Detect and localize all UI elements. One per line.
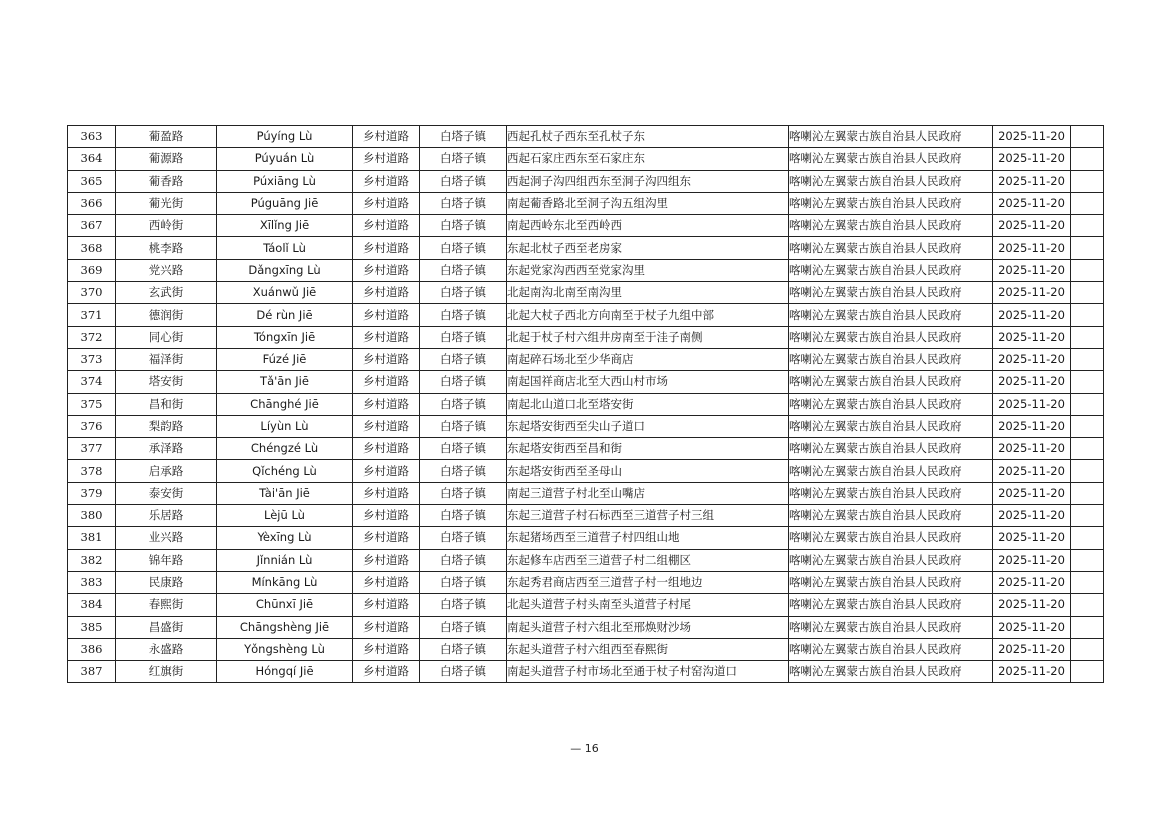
cell-approval-date: 2025-11-20 [993,282,1071,304]
cell-approving-authority: 喀喇沁左翼蒙古族自治县人民政府 [789,326,993,348]
cell-road-name: 塔安街 [116,371,217,393]
cell-note [1071,326,1104,348]
cell-road-type: 乡村道路 [353,438,420,460]
cell-road-type: 乡村道路 [353,282,420,304]
cell-road-name: 春熙街 [116,594,217,616]
table-row [68,505,1104,527]
cell-note [1071,371,1104,393]
cell-approving-authority: 喀喇沁左翼蒙古族自治县人民政府 [789,259,993,281]
cell-road-type: 乡村道路 [353,326,420,348]
cell-road-name: 同心街 [116,326,217,348]
cell-number: 375 [68,393,116,415]
cell-number: 381 [68,527,116,549]
table-row [68,126,1104,148]
table-row [68,393,1104,415]
cell-approving-authority: 喀喇沁左翼蒙古族自治县人民政府 [789,438,993,460]
cell-number: 385 [68,616,116,638]
cell-road-name: 德润街 [116,304,217,326]
cell-number: 368 [68,237,116,259]
cell-number: 373 [68,348,116,370]
cell-road-type: 乡村道路 [353,259,420,281]
table-row [68,282,1104,304]
cell-approving-authority: 喀喇沁左翼蒙古族自治县人民政府 [789,594,993,616]
cell-route-description: 东起塔安街西至圣母山 [507,460,789,482]
cell-note [1071,192,1104,214]
cell-number: 376 [68,415,116,437]
cell-approving-authority: 喀喇沁左翼蒙古族自治县人民政府 [789,126,993,148]
cell-town: 白塔子镇 [420,192,507,214]
cell-road-type: 乡村道路 [353,460,420,482]
cell-note [1071,638,1104,660]
cell-note [1071,393,1104,415]
cell-approving-authority: 喀喇沁左翼蒙古族自治县人民政府 [789,505,993,527]
cell-approving-authority: 喀喇沁左翼蒙古族自治县人民政府 [789,415,993,437]
cell-note [1071,661,1104,683]
cell-pinyin: Fúzé Jiē [217,348,353,370]
cell-note [1071,304,1104,326]
cell-road-name: 福泽街 [116,348,217,370]
cell-number: 379 [68,482,116,504]
cell-approval-date: 2025-11-20 [993,371,1071,393]
cell-road-type: 乡村道路 [353,304,420,326]
cell-pinyin: Dǎngxīng Lù [217,259,353,281]
cell-approval-date: 2025-11-20 [993,571,1071,593]
cell-road-name: 锦年路 [116,549,217,571]
cell-approving-authority: 喀喇沁左翼蒙古族自治县人民政府 [789,482,993,504]
cell-road-type: 乡村道路 [353,638,420,660]
cell-pinyin: Líyùn Lù [217,415,353,437]
cell-road-name: 葡香路 [116,170,217,192]
cell-town: 白塔子镇 [420,393,507,415]
cell-town: 白塔子镇 [420,638,507,660]
cell-town: 白塔子镇 [420,616,507,638]
cell-town: 白塔子镇 [420,549,507,571]
cell-approving-authority: 喀喇沁左翼蒙古族自治县人民政府 [789,170,993,192]
cell-note [1071,170,1104,192]
cell-approving-authority: 喀喇沁左翼蒙古族自治县人民政府 [789,527,993,549]
cell-route-description: 北起南沟北南至南沟里 [507,282,789,304]
cell-road-type: 乡村道路 [353,616,420,638]
cell-approval-date: 2025-11-20 [993,126,1071,148]
cell-note [1071,616,1104,638]
cell-approval-date: 2025-11-20 [993,438,1071,460]
cell-town: 白塔子镇 [420,126,507,148]
cell-pinyin: Chūnxī Jiē [217,594,353,616]
cell-town: 白塔子镇 [420,505,507,527]
cell-number: 365 [68,170,116,192]
cell-road-type: 乡村道路 [353,170,420,192]
table-row [68,170,1104,192]
cell-approving-authority: 喀喇沁左翼蒙古族自治县人民政府 [789,661,993,683]
cell-number: 367 [68,215,116,237]
cell-number: 382 [68,549,116,571]
cell-road-name: 承泽路 [116,438,217,460]
cell-pinyin: Chānghé Jiē [217,393,353,415]
cell-approval-date: 2025-11-20 [993,170,1071,192]
cell-approval-date: 2025-11-20 [993,616,1071,638]
cell-town: 白塔子镇 [420,304,507,326]
cell-number: 364 [68,148,116,170]
cell-number: 386 [68,638,116,660]
cell-approval-date: 2025-11-20 [993,393,1071,415]
cell-pinyin: Qǐchéng Lù [217,460,353,482]
cell-road-type: 乡村道路 [353,126,420,148]
cell-road-name: 启承路 [116,460,217,482]
cell-number: 377 [68,438,116,460]
cell-approval-date: 2025-11-20 [993,215,1071,237]
cell-pinyin: Jǐnnián Lù [217,549,353,571]
cell-road-type: 乡村道路 [353,505,420,527]
cell-road-name: 葡源路 [116,148,217,170]
table-row [68,527,1104,549]
cell-pinyin: Púyuán Lù [217,148,353,170]
cell-route-description: 东起北杖子西至老房家 [507,237,789,259]
cell-town: 白塔子镇 [420,348,507,370]
cell-road-type: 乡村道路 [353,549,420,571]
table-row [68,482,1104,504]
cell-town: 白塔子镇 [420,594,507,616]
cell-note [1071,415,1104,437]
cell-number: 383 [68,571,116,593]
cell-approval-date: 2025-11-20 [993,527,1071,549]
cell-road-type: 乡村道路 [353,371,420,393]
cell-note [1071,215,1104,237]
cell-route-description: 东起头道营子村六组西至春熙街 [507,638,789,660]
cell-route-description: 东起党家沟西西至党家沟里 [507,259,789,281]
cell-note [1071,148,1104,170]
cell-town: 白塔子镇 [420,326,507,348]
cell-pinyin: Yǒngshèng Lù [217,638,353,660]
cell-approving-authority: 喀喇沁左翼蒙古族自治县人民政府 [789,549,993,571]
table-row [68,571,1104,593]
cell-approval-date: 2025-11-20 [993,348,1071,370]
table-row [68,215,1104,237]
cell-road-name: 民康路 [116,571,217,593]
cell-approving-authority: 喀喇沁左翼蒙古族自治县人民政府 [789,237,993,259]
cell-route-description: 西起石家庄西东至石家庄东 [507,148,789,170]
cell-number: 366 [68,192,116,214]
cell-pinyin: Yèxīng Lù [217,527,353,549]
cell-road-name: 党兴路 [116,259,217,281]
cell-number: 384 [68,594,116,616]
cell-number: 378 [68,460,116,482]
cell-approving-authority: 喀喇沁左翼蒙古族自治县人民政府 [789,638,993,660]
cell-road-name: 红旗街 [116,661,217,683]
cell-approving-authority: 喀喇沁左翼蒙古族自治县人民政府 [789,304,993,326]
cell-town: 白塔子镇 [420,661,507,683]
cell-road-type: 乡村道路 [353,482,420,504]
cell-approving-authority: 喀喇沁左翼蒙古族自治县人民政府 [789,215,993,237]
cell-note [1071,460,1104,482]
cell-route-description: 南起三道营子村北至山嘴店 [507,482,789,504]
cell-road-name: 桃李路 [116,237,217,259]
cell-approving-authority: 喀喇沁左翼蒙古族自治县人民政府 [789,282,993,304]
cell-pinyin: Xuánwǔ Jiē [217,282,353,304]
cell-town: 白塔子镇 [420,215,507,237]
cell-road-type: 乡村道路 [353,594,420,616]
cell-road-name: 昌盛街 [116,616,217,638]
cell-road-type: 乡村道路 [353,348,420,370]
cell-town: 白塔子镇 [420,282,507,304]
cell-approval-date: 2025-11-20 [993,259,1071,281]
table-body [68,126,1104,683]
cell-town: 白塔子镇 [420,571,507,593]
table-row [68,460,1104,482]
cell-pinyin: Dé rùn Jiē [217,304,353,326]
page-number: — 16 [570,742,599,755]
table-row [68,148,1104,170]
cell-town: 白塔子镇 [420,237,507,259]
cell-approval-date: 2025-11-20 [993,594,1071,616]
cell-note [1071,259,1104,281]
table-row [68,259,1104,281]
cell-pinyin: Táolǐ Lù [217,237,353,259]
cell-route-description: 南起头道营子村六组北至邢焕财沙场 [507,616,789,638]
cell-road-type: 乡村道路 [353,148,420,170]
cell-town: 白塔子镇 [420,460,507,482]
cell-number: 370 [68,282,116,304]
cell-route-description: 南起葡香路北至洞子沟五组沟里 [507,192,789,214]
cell-pinyin: Lèjū Lù [217,505,353,527]
cell-town: 白塔子镇 [420,527,507,549]
table-row [68,304,1104,326]
cell-approving-authority: 喀喇沁左翼蒙古族自治县人民政府 [789,148,993,170]
table-row [68,594,1104,616]
cell-number: 363 [68,126,116,148]
cell-approval-date: 2025-11-20 [993,549,1071,571]
cell-pinyin: Púguāng Jiē [217,192,353,214]
cell-approval-date: 2025-11-20 [993,482,1071,504]
cell-approval-date: 2025-11-20 [993,460,1071,482]
cell-note [1071,438,1104,460]
table-row [68,638,1104,660]
cell-approving-authority: 喀喇沁左翼蒙古族自治县人民政府 [789,393,993,415]
cell-route-description: 北起于杖子村六组井房南至于洼子南侧 [507,326,789,348]
cell-pinyin: Tóngxīn Jiē [217,326,353,348]
cell-note [1071,527,1104,549]
cell-approval-date: 2025-11-20 [993,661,1071,683]
cell-approving-authority: 喀喇沁左翼蒙古族自治县人民政府 [789,571,993,593]
table-row [68,549,1104,571]
table-row [68,326,1104,348]
cell-road-type: 乡村道路 [353,661,420,683]
cell-note [1071,571,1104,593]
table-row [68,415,1104,437]
cell-route-description: 东起修车店西至三道营子村二组棚区 [507,549,789,571]
cell-note [1071,282,1104,304]
cell-route-description: 西起孔杖子西东至孔杖子东 [507,126,789,148]
cell-approving-authority: 喀喇沁左翼蒙古族自治县人民政府 [789,192,993,214]
cell-number: 380 [68,505,116,527]
table-row [68,616,1104,638]
table-row [68,237,1104,259]
cell-route-description: 东起塔安街西至昌和街 [507,438,789,460]
cell-road-name: 玄武街 [116,282,217,304]
cell-road-type: 乡村道路 [353,571,420,593]
cell-route-description: 东起秀君商店西至三道营子村一组地边 [507,571,789,593]
cell-route-description: 南起国祥商店北至大西山村市场 [507,371,789,393]
cell-note [1071,549,1104,571]
cell-number: 371 [68,304,116,326]
cell-pinyin: Chéngzé Lù [217,438,353,460]
cell-route-description: 西起洞子沟四组西东至洞子沟四组东 [507,170,789,192]
cell-town: 白塔子镇 [420,148,507,170]
cell-number: 387 [68,661,116,683]
cell-approving-authority: 喀喇沁左翼蒙古族自治县人民政府 [789,348,993,370]
cell-number: 369 [68,259,116,281]
cell-road-name: 永盛路 [116,638,217,660]
table-row [68,192,1104,214]
cell-town: 白塔子镇 [420,170,507,192]
cell-note [1071,126,1104,148]
cell-road-name: 泰安街 [116,482,217,504]
cell-road-type: 乡村道路 [353,393,420,415]
table-row [68,371,1104,393]
road-names-table [67,125,1104,683]
cell-pinyin: Mínkāng Lù [217,571,353,593]
cell-pinyin: Púxiāng Lù [217,170,353,192]
cell-number: 374 [68,371,116,393]
cell-approval-date: 2025-11-20 [993,148,1071,170]
cell-approval-date: 2025-11-20 [993,192,1071,214]
cell-note [1071,505,1104,527]
cell-road-type: 乡村道路 [353,237,420,259]
cell-road-type: 乡村道路 [353,215,420,237]
cell-town: 白塔子镇 [420,259,507,281]
cell-pinyin: Xīlǐng Jiē [217,215,353,237]
cell-approval-date: 2025-11-20 [993,237,1071,259]
cell-route-description: 东起三道营子村石标西至三道营子村三组 [507,505,789,527]
table-row [68,438,1104,460]
cell-approval-date: 2025-11-20 [993,326,1071,348]
cell-pinyin: Tài'ān Jiē [217,482,353,504]
cell-approval-date: 2025-11-20 [993,415,1071,437]
cell-approving-authority: 喀喇沁左翼蒙古族自治县人民政府 [789,371,993,393]
cell-pinyin: Hóngqí Jiē [217,661,353,683]
cell-pinyin: Chāngshèng Jiē [217,616,353,638]
cell-approval-date: 2025-11-20 [993,638,1071,660]
cell-road-name: 葡盈路 [116,126,217,148]
cell-note [1071,594,1104,616]
cell-road-name: 乐居路 [116,505,217,527]
cell-route-description: 北起大杖子西北方向南至于杖子九组中部 [507,304,789,326]
cell-route-description: 南起西岭东北至西岭西 [507,215,789,237]
cell-note [1071,348,1104,370]
cell-road-type: 乡村道路 [353,415,420,437]
cell-town: 白塔子镇 [420,482,507,504]
cell-route-description: 南起碎石场北至少华商店 [507,348,789,370]
cell-pinyin: Púyíng Lù [217,126,353,148]
cell-town: 白塔子镇 [420,438,507,460]
cell-number: 372 [68,326,116,348]
cell-town: 白塔子镇 [420,371,507,393]
cell-road-name: 梨韵路 [116,415,217,437]
table-row [68,661,1104,683]
cell-route-description: 南起头道营子村市场北至通于杖子村窑沟道口 [507,661,789,683]
cell-route-description: 东起猪场西至三道营子村四组山地 [507,527,789,549]
cell-road-name: 西岭街 [116,215,217,237]
cell-road-name: 业兴路 [116,527,217,549]
cell-road-name: 葡光街 [116,192,217,214]
cell-approval-date: 2025-11-20 [993,304,1071,326]
cell-route-description: 南起北山道口北至塔安街 [507,393,789,415]
cell-road-type: 乡村道路 [353,527,420,549]
cell-note [1071,482,1104,504]
cell-note [1071,237,1104,259]
cell-route-description: 北起头道营子村头南至头道营子村尾 [507,594,789,616]
cell-approval-date: 2025-11-20 [993,505,1071,527]
cell-approving-authority: 喀喇沁左翼蒙古族自治县人民政府 [789,460,993,482]
cell-town: 白塔子镇 [420,415,507,437]
cell-approving-authority: 喀喇沁左翼蒙古族自治县人民政府 [789,616,993,638]
table-row [68,348,1104,370]
cell-route-description: 东起塔安街西至尖山子道口 [507,415,789,437]
cell-road-type: 乡村道路 [353,192,420,214]
cell-road-name: 昌和街 [116,393,217,415]
cell-pinyin: Tǎ'ān Jiē [217,371,353,393]
